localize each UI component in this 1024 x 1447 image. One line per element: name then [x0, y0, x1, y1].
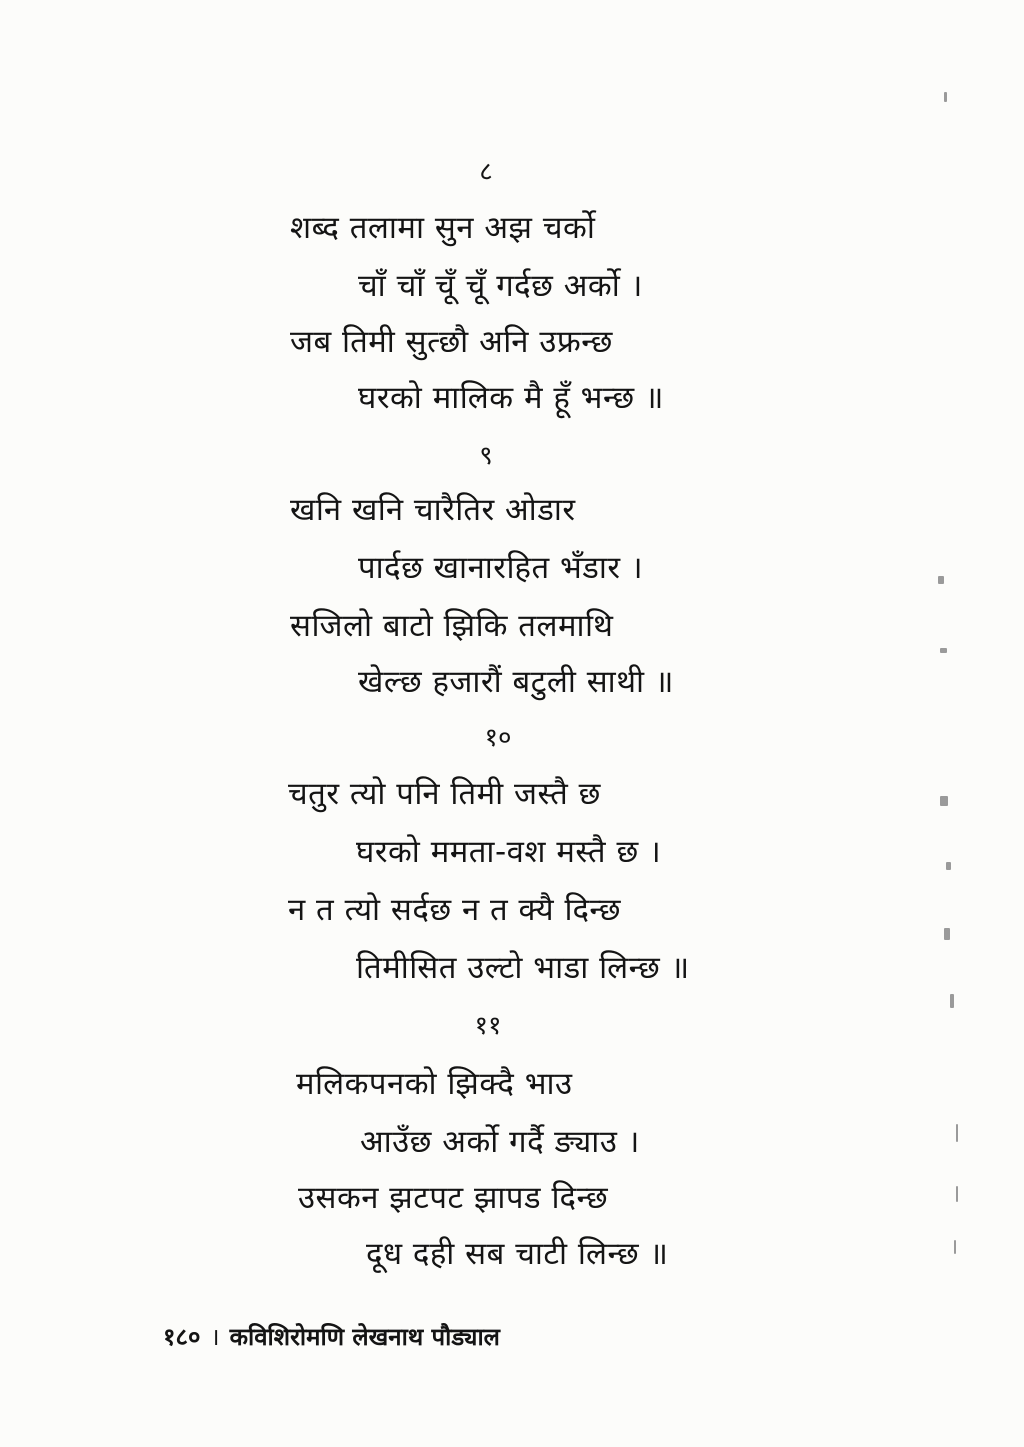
stanza-number: १० [484, 723, 512, 753]
verse-line: घरको ममता-वश मस्तै छ । [356, 834, 662, 870]
scan-speck [956, 1186, 958, 1202]
book-title: कविशिरोमणि लेखनाथ पौड्याल [229, 1323, 500, 1351]
verse-line: तिमीसित उल्टो भाडा लिन्छ ॥ [356, 950, 690, 986]
scan-speck [950, 994, 954, 1008]
verse-line: दूध दही सब चाटी लिन्छ ॥ [366, 1236, 669, 1272]
scan-speck [940, 648, 947, 653]
verse-line: चाँ चाँ चूँ चूँ गर्दछ अर्को । [358, 268, 643, 304]
verse-line: सजिलो बाटो झिकि तलमाथि [290, 608, 614, 644]
verse-line: चतुर त्यो पनि तिमी जस्तै छ [288, 776, 601, 812]
scan-speck [946, 862, 951, 870]
stanza-number: ८ [479, 157, 493, 187]
page-number: १८० [163, 1323, 201, 1351]
scan-speck [956, 1124, 958, 1142]
verse-line: उसकन झटपट झापड दिन्छ [298, 1180, 609, 1216]
verse-line: जब तिमी सुत्छौ अनि उफ्रन्छ [290, 324, 613, 360]
verse-line: खनि खनि चारैतिर ओडार [290, 492, 576, 528]
verse-line: शब्द तलामा सुन अझ चर्को [290, 210, 596, 246]
page-footer [163, 1320, 500, 1353]
verse-line: पार्दछ खानारहित भँडार । [358, 550, 644, 586]
stanza-number: ११ [474, 1011, 502, 1041]
scan-speck [944, 928, 950, 940]
footer-separator: । [210, 1323, 220, 1351]
verse-line: घरको मालिक मै हूँ भन्छ ॥ [358, 380, 664, 416]
scan-speck [940, 796, 948, 806]
verse-line: खेल्छ हजारौं बटुली साथी ॥ [358, 664, 674, 700]
scan-speck [938, 576, 944, 584]
scan-speck [954, 1240, 956, 1254]
scan-speck [944, 92, 947, 102]
verse-line: न त त्यो सर्दछ न त क्यै दिन्छ [288, 892, 622, 928]
verse-line: आउँछ अर्को गर्दै ङ्याउ । [360, 1124, 640, 1160]
verse-line: मलिकपनको झिक्दै भाउ [296, 1066, 573, 1102]
stanza-number: ९ [479, 441, 493, 471]
